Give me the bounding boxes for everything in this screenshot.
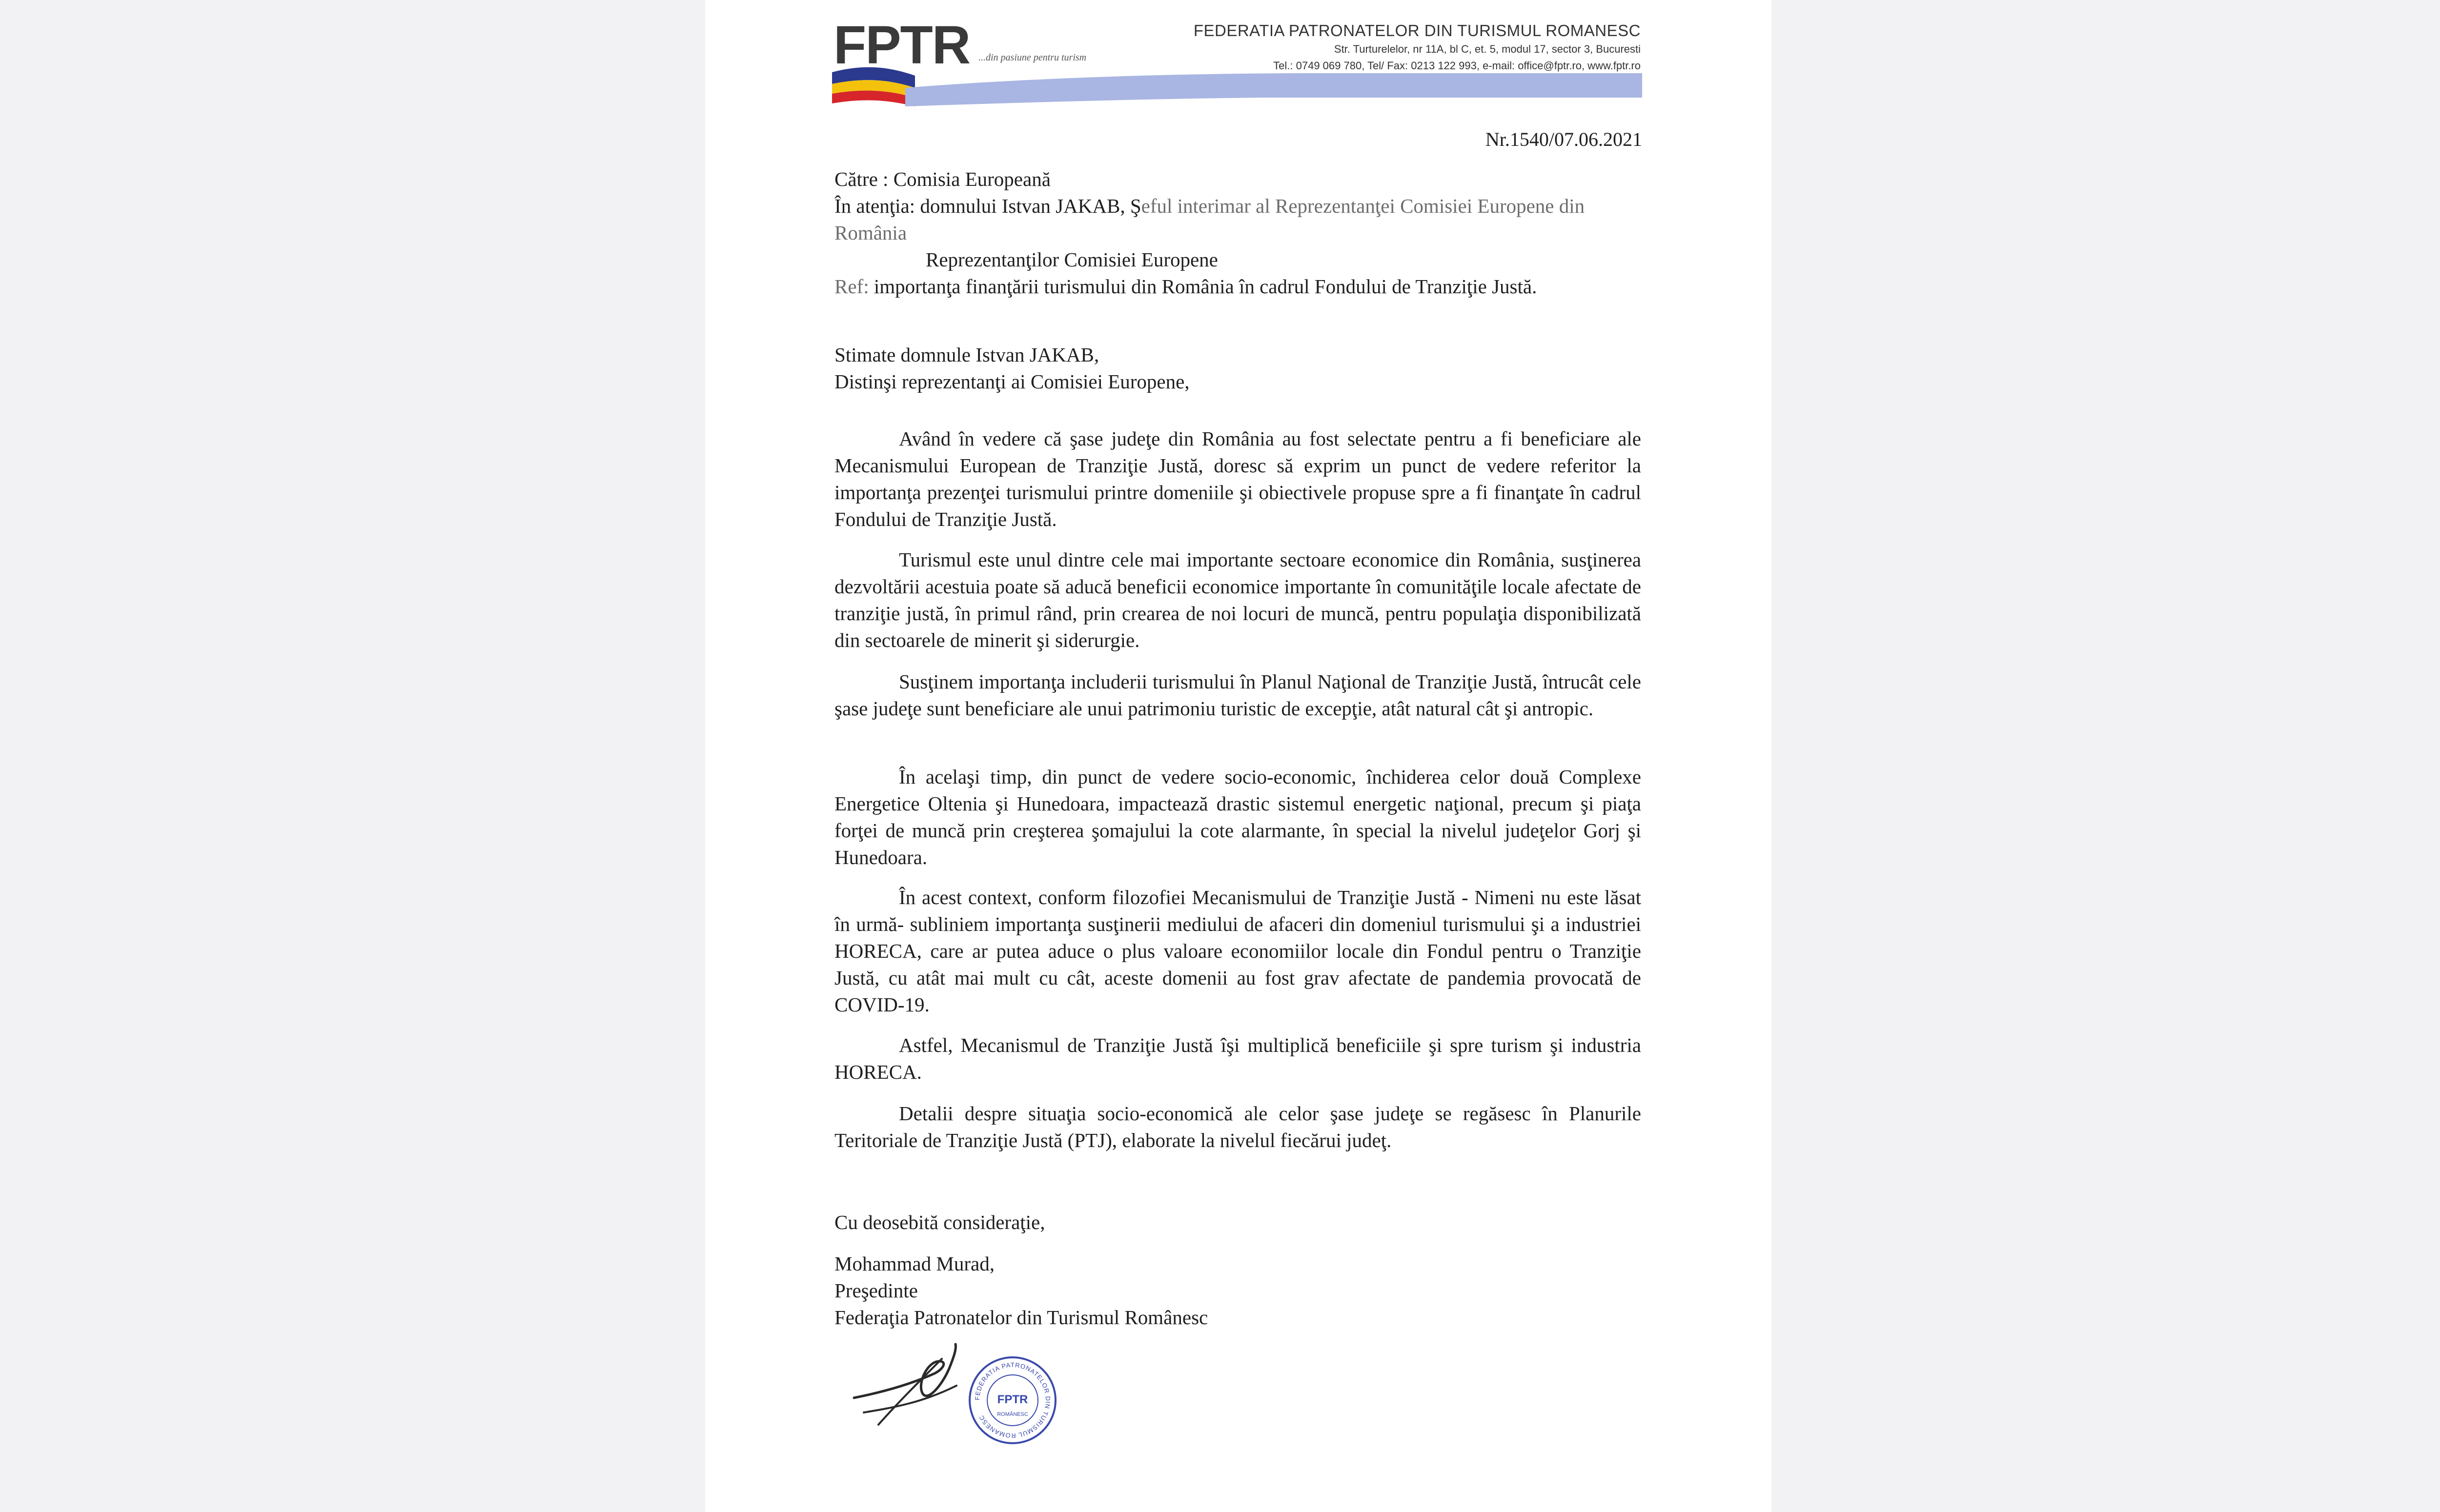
fptr-logo-text: FPTR <box>834 15 970 75</box>
recipient-line <box>834 166 1641 193</box>
attention-line <box>834 193 1641 246</box>
closing-formula: Cu deosebită consideraţie, <box>834 1211 1045 1233</box>
attention-label: În atenţia: <box>834 195 920 217</box>
handwritten-signature <box>849 1339 961 1432</box>
signer-name: Mohammad Murad, <box>834 1252 995 1275</box>
reference-label: Ref: <box>834 275 874 298</box>
svg-text:FPTR: FPTR <box>997 1393 1028 1406</box>
body-paragraph-5: În acest context, conform filozofiei Mecanismului de Tranziţie Justă - Nimeni nu este lăsat în urmă- subliniem importanţa susţinerii mediului de afaceri din domeniul turismului şi a industriei HORECA, care ar putea aduce o plus valoare economiilor locale din Fondul pentru o Tranziţie Justă, cu atât mai mult cu cât, aceste domenii au fost grav afectate de pandemia provocată de COVID-19. <box>834 886 1641 1016</box>
attention-value-b: eful interimar al Reprezentanţei Comisiei Europene din România <box>834 195 1585 244</box>
letter-page <box>705 0 1771 1512</box>
body-paragraph-4: În acelaşi timp, din punct de vedere socio-economic, închiderea celor două Complexe Energetice Oltenia şi Hunedoara, impactează drastic sistemul energetic naţional, precum şi piaţa forţei de muncă prin creşterea şomajului la cote alarmante, în special la nivelul judeţelor Gorj şi Hunedoara. <box>834 766 1641 868</box>
salutation-1: Stimate domnule Istvan JAKAB, <box>834 343 1099 366</box>
document-number: Nr.1540/07.06.2021 <box>1485 128 1642 150</box>
signer-organization: Federaţia Patronatelor din Turismul Românesc <box>834 1306 1208 1329</box>
body-paragraph-7: Detalii despre situaţia socio-economică ale celor şase judeţe se regăsesc în Planurile Teritoriale de Tranziţie Justă (PTJ), elaborate la nivelul fiecărui judeţ. <box>834 1102 1641 1151</box>
recipient-label: Către : <box>834 168 894 190</box>
body-paragraph-6: Astfel, Mecanismul de Tranziţie Justă îşi multiplică beneficiile şi spre turism şi industria HORECA. <box>834 1034 1641 1083</box>
organization-name: FEDERATIA PATRONATELOR DIN TURISMUL ROMANESC <box>1193 21 1641 40</box>
svg-text:ROMÂNESC: ROMÂNESC <box>997 1411 1028 1417</box>
body-paragraph-2: Turismul este unul dintre cele mai importante sectoare economice din România, susţinerea dezvoltării acestuia poate să aducă beneficii economice importante în comunităţile locale afectate de tranziţie justă, în primul rând, prin crearea de noi locuri de muncă, pentru populaţia disponibilizată din sectoarele de minerit şi siderurgie. <box>834 548 1641 651</box>
organization-stamp <box>964 1351 1061 1449</box>
salutation-2: Distinşi reprezentanţi ai Comisiei Europene, <box>834 370 1190 393</box>
body-paragraph-3: Susţinem importanţa includerii turismului în Planul Naţional de Tranziţie Justă, întrucât cele şase judeţe sunt beneficiare ale unui patrimoniu turistic de excepţie, atât natural cât şi antropic. <box>834 670 1641 720</box>
reference-value: importanţa finanţării turismului din România în cadrul Fondului de Tranziţie Justă. <box>874 275 1537 298</box>
recipient-value: Comisia Europeană <box>893 168 1051 190</box>
attention-value-a: domnului Istvan JAKAB, Ş <box>920 195 1141 217</box>
attention-second-line: Reprezentanţilor Comisiei Europene <box>926 248 1218 271</box>
reference-line <box>834 273 1641 300</box>
svg-text:FEDERATIA PATRONATELOR DIN TUR: FEDERATIA PATRONATELOR DIN TURISMUL ROMANESC <box>973 1361 1052 1440</box>
logo-slogan: ...din pasiune pentru turism <box>978 52 1087 63</box>
organization-contact: Tel.: 0749 069 780, Tel/ Fax: 0213 122 993, e-mail: office@fptr.ro, www.fptr.ro <box>1273 60 1641 72</box>
body-paragraph-1: Având în vedere că şase judeţe din România au fost selectate pentru a fi beneficiare ale Mecanismului European de Tranziţie Justă, doresc să exprim un punct de vedere referitor la importanţa prezenţei turismului printre domeniile şi obiectivele propuse spre a fi finanţate în cadrul Fondului de Tranziţie Justă. <box>834 427 1641 530</box>
organization-address: Str. Turturelelor, nr 11A, bl C, et. 5, modul 17, sector 3, Bucuresti <box>1334 43 1641 55</box>
signer-title: Preşedinte <box>834 1279 918 1302</box>
